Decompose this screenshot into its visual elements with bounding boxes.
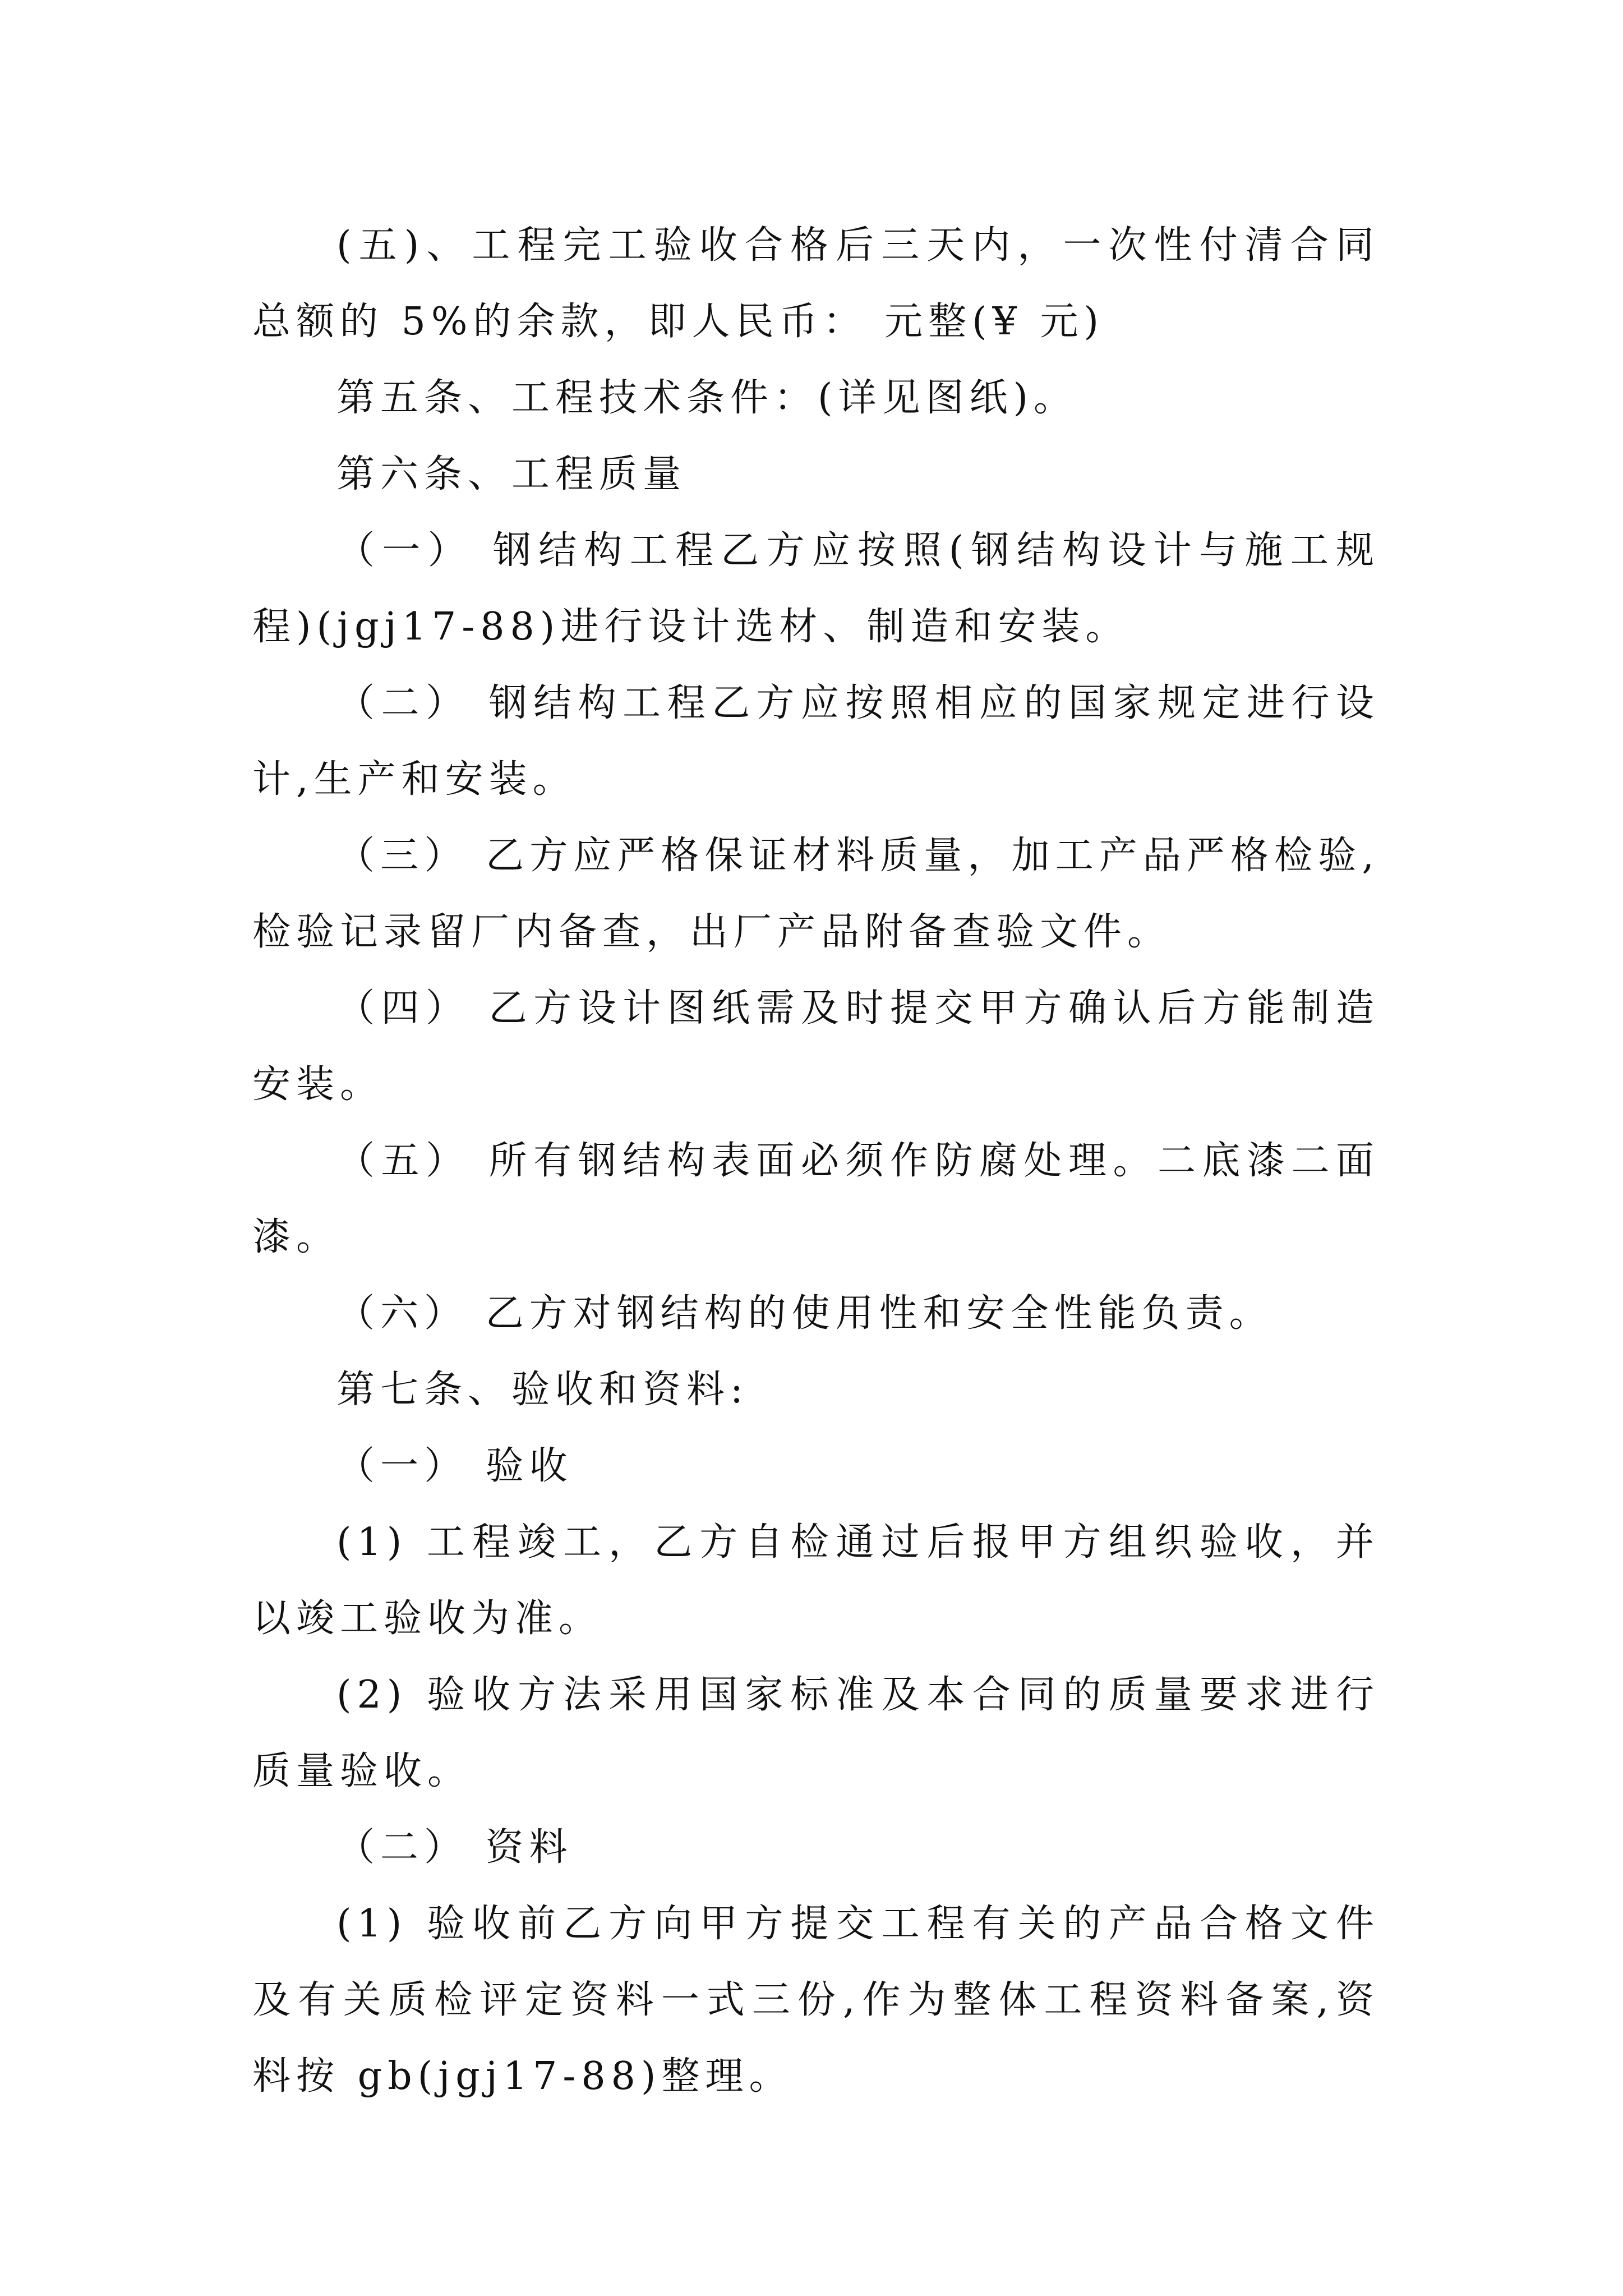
paragraph-article-five: 第五条、工程技术条件：(详见图纸)。 (336, 376, 1078, 420)
document-body (252, 208, 1380, 2115)
paragraph-quality-four: （四） 乙方设计图纸需及时提交甲方确认后方能制造安装。 (252, 986, 1380, 1107)
paragraph-quality-three: （三） 乙方应严格保证材料质量，加工产品严格检验,检验记录留厂内备查，出厂产品附备查验文件。 (252, 834, 1380, 954)
paragraph-quality-six: （六） 乙方对钢结构的使用性和安全性能负责。 (336, 1291, 1273, 1336)
paragraph-acceptance-two: (2) 验收方法采用国家标准及本合同的质量要求进行质量验收。 (252, 1673, 1380, 1793)
paragraph-payment-five: (五)、工程完工验收合格后三天内，一次性付清合同总额的 5%的余款，即人民币： 元整(¥ 元) (252, 223, 1380, 344)
paragraph-quality-two: （二） 钢结构工程乙方应按照相应的国家规定进行设计,生产和安装。 (252, 681, 1380, 802)
paragraph-materials-heading: （二） 资料 (336, 1825, 573, 1870)
paragraph-materials-one: (1) 验收前乙方向甲方提交工程有关的产品合格文件及有关质检评定资料一式三份,作为整体工程资料备案,资料按 gb(jgj17-88)整理。 (252, 1902, 1380, 2099)
paragraph-article-seven-heading: 第七条、验收和资料: (336, 1368, 749, 1412)
paragraph-acceptance-heading: （一） 验收 (336, 1444, 573, 1488)
paragraph-article-six-heading: 第六条、工程质量 (336, 452, 687, 496)
paragraph-quality-five: （五） 所有钢结构表面必须作防腐处理。二底漆二面漆。 (252, 1139, 1380, 1259)
paragraph-acceptance-one: (1) 工程竣工，乙方自检通过后报甲方组织验收，并以竣工验收为准。 (252, 1520, 1380, 1641)
paragraph-quality-one: （一） 钢结构工程乙方应按照(钢结构设计与施工规程)(jgj17-88)进行设计选材、制造和安装。 (252, 528, 1380, 649)
